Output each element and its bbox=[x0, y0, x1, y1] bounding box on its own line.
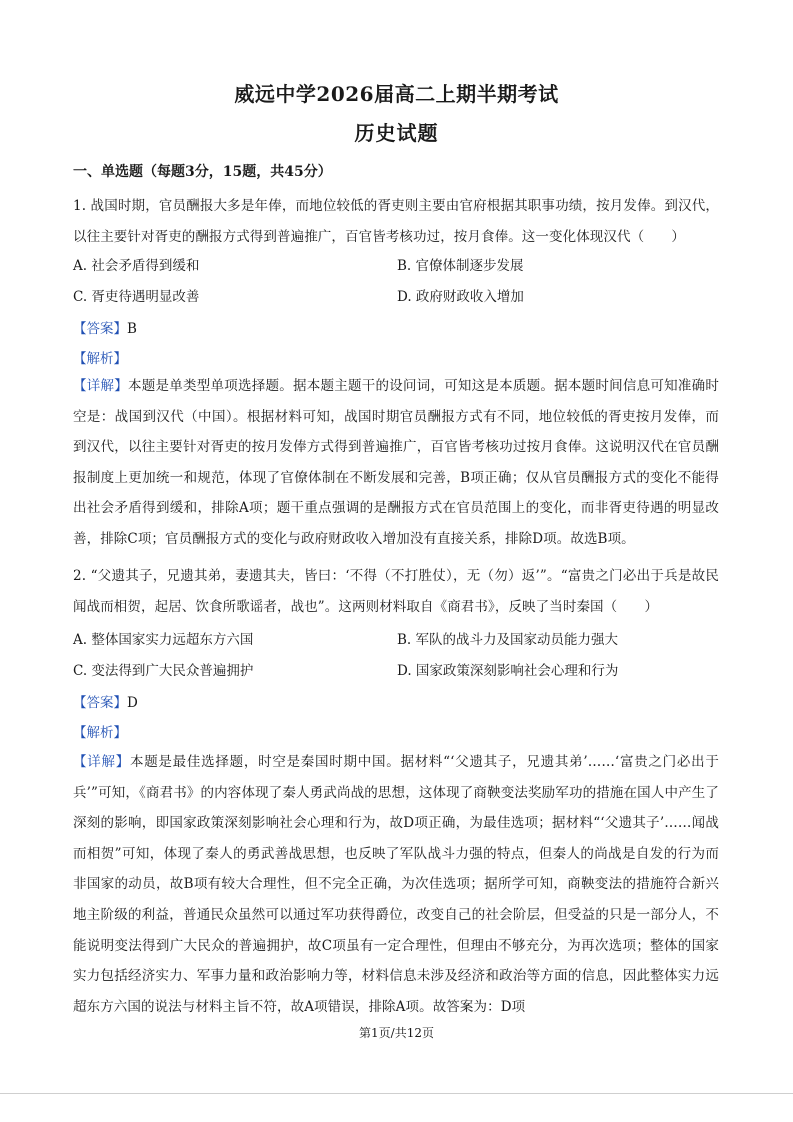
q1-option-a: A. 社会矛盾得到缓和 bbox=[73, 258, 200, 274]
q2-analysis-tag: 【解析】 bbox=[73, 725, 127, 741]
q2-answer-line bbox=[73, 693, 138, 713]
q2-option-d: D. 国家政策深刻影响社会心理和行为 bbox=[397, 663, 619, 679]
q2-option-a: A. 整体国家实力远超东方六国 bbox=[73, 632, 254, 648]
q1-answer-line bbox=[73, 319, 137, 339]
q1-detail-tag: 【详解】 bbox=[73, 378, 128, 394]
q2-detail bbox=[73, 747, 719, 1022]
page-footer: 第1页/共12页 bbox=[359, 1026, 434, 1040]
question-1-stem: 1. 战国时期，官员酬报大多是年俸，而地位较低的胥吏则主要由官府根据其职事功绩，按月发俸。到汉代，以往主要针对胥吏的酬报方式得到普遍推广，百官皆考核功过，按月食俸。这一变化体现汉代（ ） bbox=[73, 198, 719, 245]
q2-analysis-line bbox=[73, 723, 127, 743]
q2-option-c: C. 变法得到广大民众普遍拥护 bbox=[73, 663, 254, 679]
question-2-stem: 2. “父遗其子，兄遗其弟，妻遗其夫，皆曰：‘不得（不打胜仗），无（勿）返’”。“富贵之门必出于兵是故民闻战而相贺，起居、饮食所歌谣者，战也”。这两则材料取自《商君书》，反映了当时秦国（ ） bbox=[73, 568, 719, 615]
q1-analysis-tag: 【解析】 bbox=[73, 351, 127, 367]
page-title: 威远中学2026届高二上期半期考试 bbox=[234, 82, 559, 106]
q1-option-c: C. 胥吏待遇明显改善 bbox=[73, 289, 200, 305]
q2-answer-tag: 【答案】 bbox=[73, 695, 127, 711]
q1-answer-tag: 【答案】 bbox=[73, 321, 127, 337]
q1-answer-value: B bbox=[127, 321, 137, 337]
page-subtitle: 历史试题 bbox=[354, 121, 439, 145]
page-bottom-divider bbox=[0, 1093, 793, 1094]
section-heading: 一、单选题（每题3分，15题，共45分） bbox=[73, 164, 332, 180]
q1-option-d: D. 政府财政收入增加 bbox=[397, 289, 524, 305]
q2-detail-text: 本题是最佳选择题，时空是秦国时期中国。据材料“‘父遗其子，兄遗其弟’……‘富贵之门必出于兵’”可知，《商君书》的内容体现了秦人勇武尚战的思想，这体现了商鞅变法奖励军功的措施在国人中产生了深刻的影响，即国家政策深刻影响社会心理和行为，故D项正确，为最佳选项；据材料“‘父遗其子’……闻战而相贺”可知，体现了秦人的勇武善战思想，也反映了军队战斗力强的特点，但秦人的尚战是自发的行为而非国家的动员，故B项有较大合理性，但不完全正确，为次佳选项；据所学可知，商鞅变法的措施符合新兴地主阶级的利益，普通民众虽然可以通过军功获得爵位，改变自己的社会阶层，但受益的只是一部分人，不能说明变法得到广大民众的普遍拥护，故C项虽有一定合理性，但理由不够充分，为再次选项；整体的国家实力包括经济实力、军事力量和政治影响力等，材料信息未涉及经济和政治等方面的信息，因此整体实力远超东方六国的说法与材料主旨不符，故A项错误，排除A项。故答案为：D项 bbox=[73, 754, 719, 1015]
q1-detail bbox=[73, 371, 719, 555]
q1-analysis-line bbox=[73, 349, 127, 369]
q2-option-b: B. 军队的战斗力及国家动员能力强大 bbox=[397, 632, 619, 648]
q2-answer-value: D bbox=[127, 695, 138, 711]
q1-option-b: B. 官僚体制逐步发展 bbox=[397, 258, 524, 274]
q1-detail-text: 本题是单类型单项选择题。据本题主题干的设问词，可知这是本质题。据本题时间信息可知准确时空是：战国到汉代（中国）。根据材料可知，战国时期官员酬报方式有不同，地位较低的胥吏按月发俸，而到汉代，以往主要针对胥吏的按月发俸方式得到普遍推广，百官皆考核功过按月食俸。这说明汉代在官员酬报制度上更加统一和规范，体现了官僚体制在不断发展和完善，B项正确；仅从官员酬报方式的变化不能得出社会矛盾得到缓和，排除A项；题干重点强调的是酬报方式在官员范围上的变化，而非胥吏待遇的明显改善，排除C项；官员酬报方式的变化与政府财政收入增加没有直接关系，排除D项。故选B项。 bbox=[73, 378, 719, 547]
q2-detail-tag: 【详解】 bbox=[73, 754, 130, 770]
